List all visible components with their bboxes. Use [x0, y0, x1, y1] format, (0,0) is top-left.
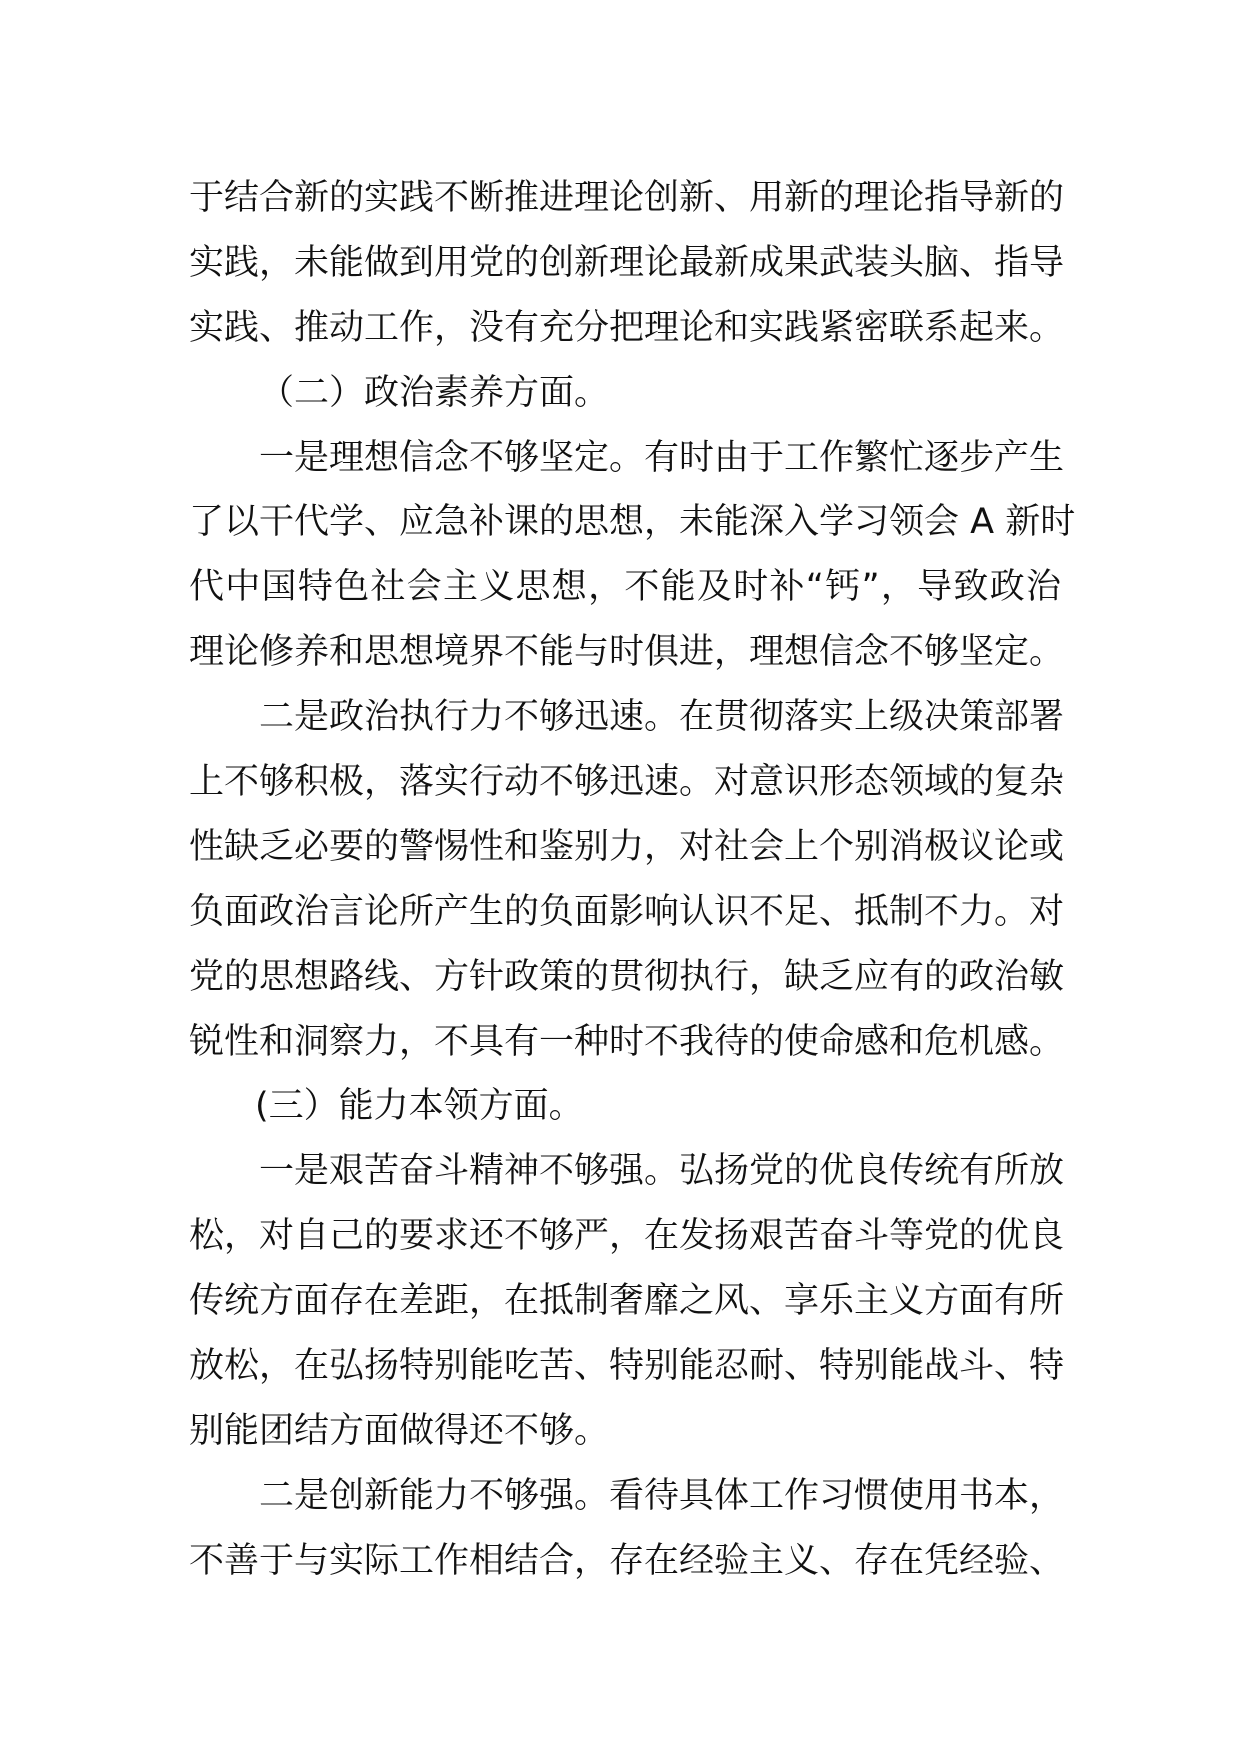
text-line: 别能团结方面做得还不够。: [189, 1410, 610, 1451]
text-line: 了以干代学、应急补课的思想，未能深入学习领会 A 新时: [189, 502, 1076, 543]
text-line: 放松，在弘扬特别能吃苦、特别能忍耐、特别能战斗、特: [189, 1346, 1065, 1387]
text-line: 一是艰苦奋斗精神不够强。弘扬党的优良传统有所放: [259, 1151, 1065, 1192]
text-line: 松，对自己的要求还不够严，在发扬艰苦奋斗等党的优良: [189, 1216, 1065, 1257]
text-line: 实践，未能做到用党的创新理论最新成果武装头脑、指导: [189, 242, 1065, 283]
text-line: 党的思想路线、方针政策的贯彻执行，缺乏应有的政治敏: [189, 956, 1065, 997]
text-line: 于结合新的实践不断推进理论创新、用新的理论指导新的: [189, 178, 1065, 218]
text-line: 负面政治言论所产生的负面影响认识不足、抵制不力。对: [189, 891, 1065, 932]
text-line: 性缺乏必要的警惕性和鉴别力，对社会上个别消极议论或: [189, 826, 1065, 867]
text-line: 二是创新能力不够强。看待具体工作习惯使用书本，: [259, 1475, 1065, 1516]
section-heading-political-quality: （二）政治素养方面。: [259, 372, 610, 413]
text-line: 代中国特色社会主义思想，不能及时补“钙”，导致政治: [189, 567, 1061, 608]
text-line: 锐性和洞察力，不具有一种时不我待的使命感和危机感。: [189, 1021, 1065, 1062]
text-line: 不善于与实际工作相结合，存在经验主义、存在凭经验、: [189, 1540, 1065, 1581]
section-heading-capability: (三）能力本领方面。: [255, 1086, 584, 1127]
document-body: [189, 166, 1076, 1594]
text-line: 上不够积极，落实行动不够迅速。对意识形态领域的复杂: [189, 762, 1065, 803]
text-line: 理论修养和思想境界不能与时俱进，理想信念不够坚定。: [189, 632, 1065, 673]
text-line: 传统方面存在差距，在抵制奢靡之风、享乐主义方面有所: [189, 1281, 1065, 1322]
text-line: 实践、推动工作，没有充分把理论和实践紧密联系起来。: [189, 307, 1065, 348]
text-line: 二是政治执行力不够迅速。在贯彻落实上级决策部署: [259, 697, 1065, 738]
text-line: 一是理想信念不够坚定。有时由于工作繁忙逐步产生: [259, 437, 1065, 478]
